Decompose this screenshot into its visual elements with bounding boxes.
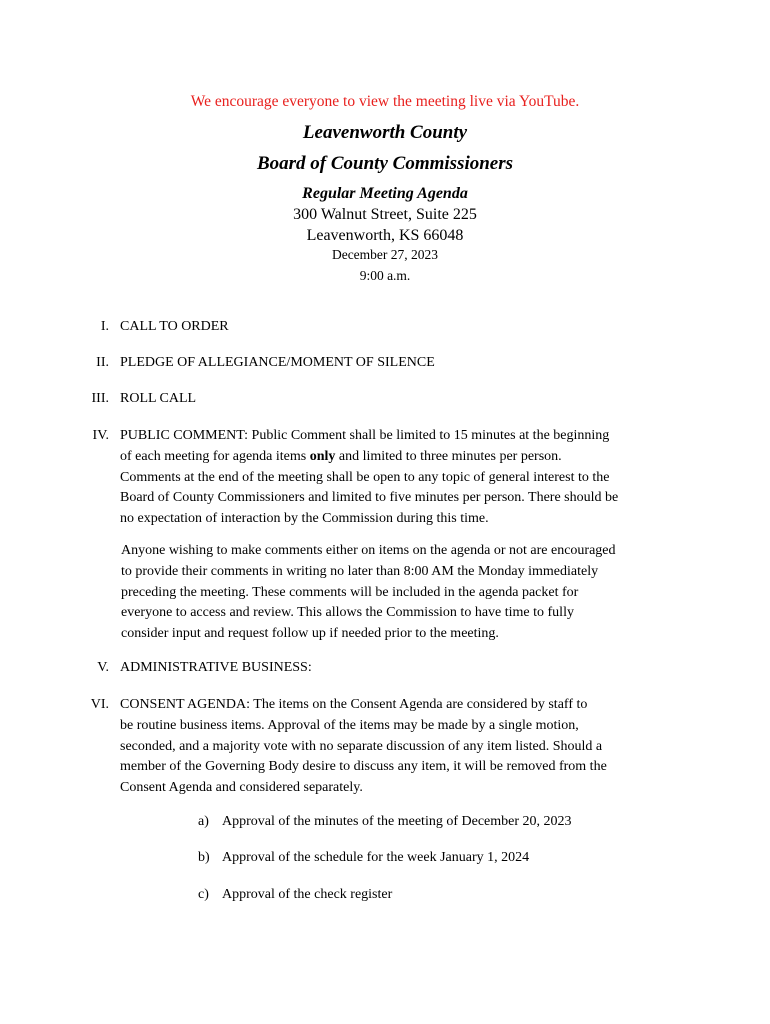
- text-line: preceding the meeting. These comments will be included in the agenda packet for: [121, 584, 579, 600]
- item-number: I.: [100, 319, 109, 334]
- sub-item-letter: a): [198, 814, 209, 829]
- board-title: Board of County Commissioners: [256, 153, 514, 174]
- address-line-2: Leavenworth, KS 66048: [306, 227, 464, 244]
- item-text: ADMINISTRATIVE BUSINESS:: [120, 660, 312, 675]
- text-segment: and limited to three minutes per person.: [335, 448, 562, 464]
- text-segment: of each meeting for agenda items: [120, 448, 310, 464]
- text-line: seconded, and a majority vote with no separate discussion of any item listed. Should a: [120, 738, 603, 754]
- text-line: Board of County Commissioners and limited to five minutes per person. There should be: [120, 490, 619, 506]
- sub-item-letter: c): [198, 887, 209, 902]
- item-number: VI.: [90, 697, 109, 712]
- text-line: no expectation of interaction by the Commission during this time.: [120, 511, 489, 527]
- sub-item-text: Approval of the schedule for the week January 1, 2024: [222, 850, 530, 865]
- county-title: Leavenworth County: [302, 122, 468, 143]
- text-line: [120, 447, 665, 468]
- item-text: PLEDGE OF ALLEGIANCE/MOMENT OF SILENCE: [120, 355, 435, 370]
- text-line: member of the Governing Body desire to discuss any item, it will be removed from the: [120, 759, 607, 775]
- meeting-type: Regular Meeting Agenda: [302, 185, 468, 202]
- emphasis-only: only: [309, 448, 336, 464]
- text-line: Consent Agenda and considered separately.: [120, 780, 363, 796]
- text-line: be routine business items. Approval of the items may be made by a single motion,: [120, 717, 579, 733]
- text-line: everyone to access and review. This allows the Commission to have time to fully: [121, 605, 574, 621]
- youtube-notice: We encourage everyone to view the meeting live via YouTube.: [190, 93, 580, 110]
- meeting-date: December 27, 2023: [331, 247, 439, 262]
- text-line: CONSENT AGENDA: The items on the Consent Agenda are considered by staff to: [120, 697, 588, 712]
- item-number: III.: [91, 391, 109, 406]
- written-comments-paragraph: [121, 541, 666, 645]
- sub-item-text: Approval of the check register: [222, 887, 393, 902]
- text-line: to provide their comments in writing no later than 8:00 AM the Monday immediately: [121, 563, 599, 579]
- public-comment-text: [120, 426, 665, 530]
- meeting-time: 9:00 a.m.: [359, 268, 411, 283]
- text-line: consider input and request follow up if needed prior to the meeting.: [121, 626, 499, 642]
- address-line-1: 300 Walnut Street, Suite 225: [293, 206, 477, 223]
- text-line: PUBLIC COMMENT: Public Comment shall be limited to 15 minutes at the beginning: [120, 428, 610, 443]
- item-text: CALL TO ORDER: [120, 319, 229, 334]
- item-number: IV.: [92, 428, 109, 443]
- item-number: II.: [96, 355, 109, 370]
- item-number: V.: [97, 660, 109, 675]
- text-line: Anyone wishing to make comments either on items on the agenda or not are encouraged: [121, 543, 616, 558]
- consent-agenda-text: [120, 695, 665, 799]
- text-line: Comments at the end of the meeting shall be open to any topic of general interest to the: [120, 469, 610, 485]
- sub-item-letter: b): [198, 850, 210, 865]
- sub-item-text: Approval of the minutes of the meeting of December 20, 2023: [222, 814, 572, 829]
- item-text: ROLL CALL: [120, 391, 197, 406]
